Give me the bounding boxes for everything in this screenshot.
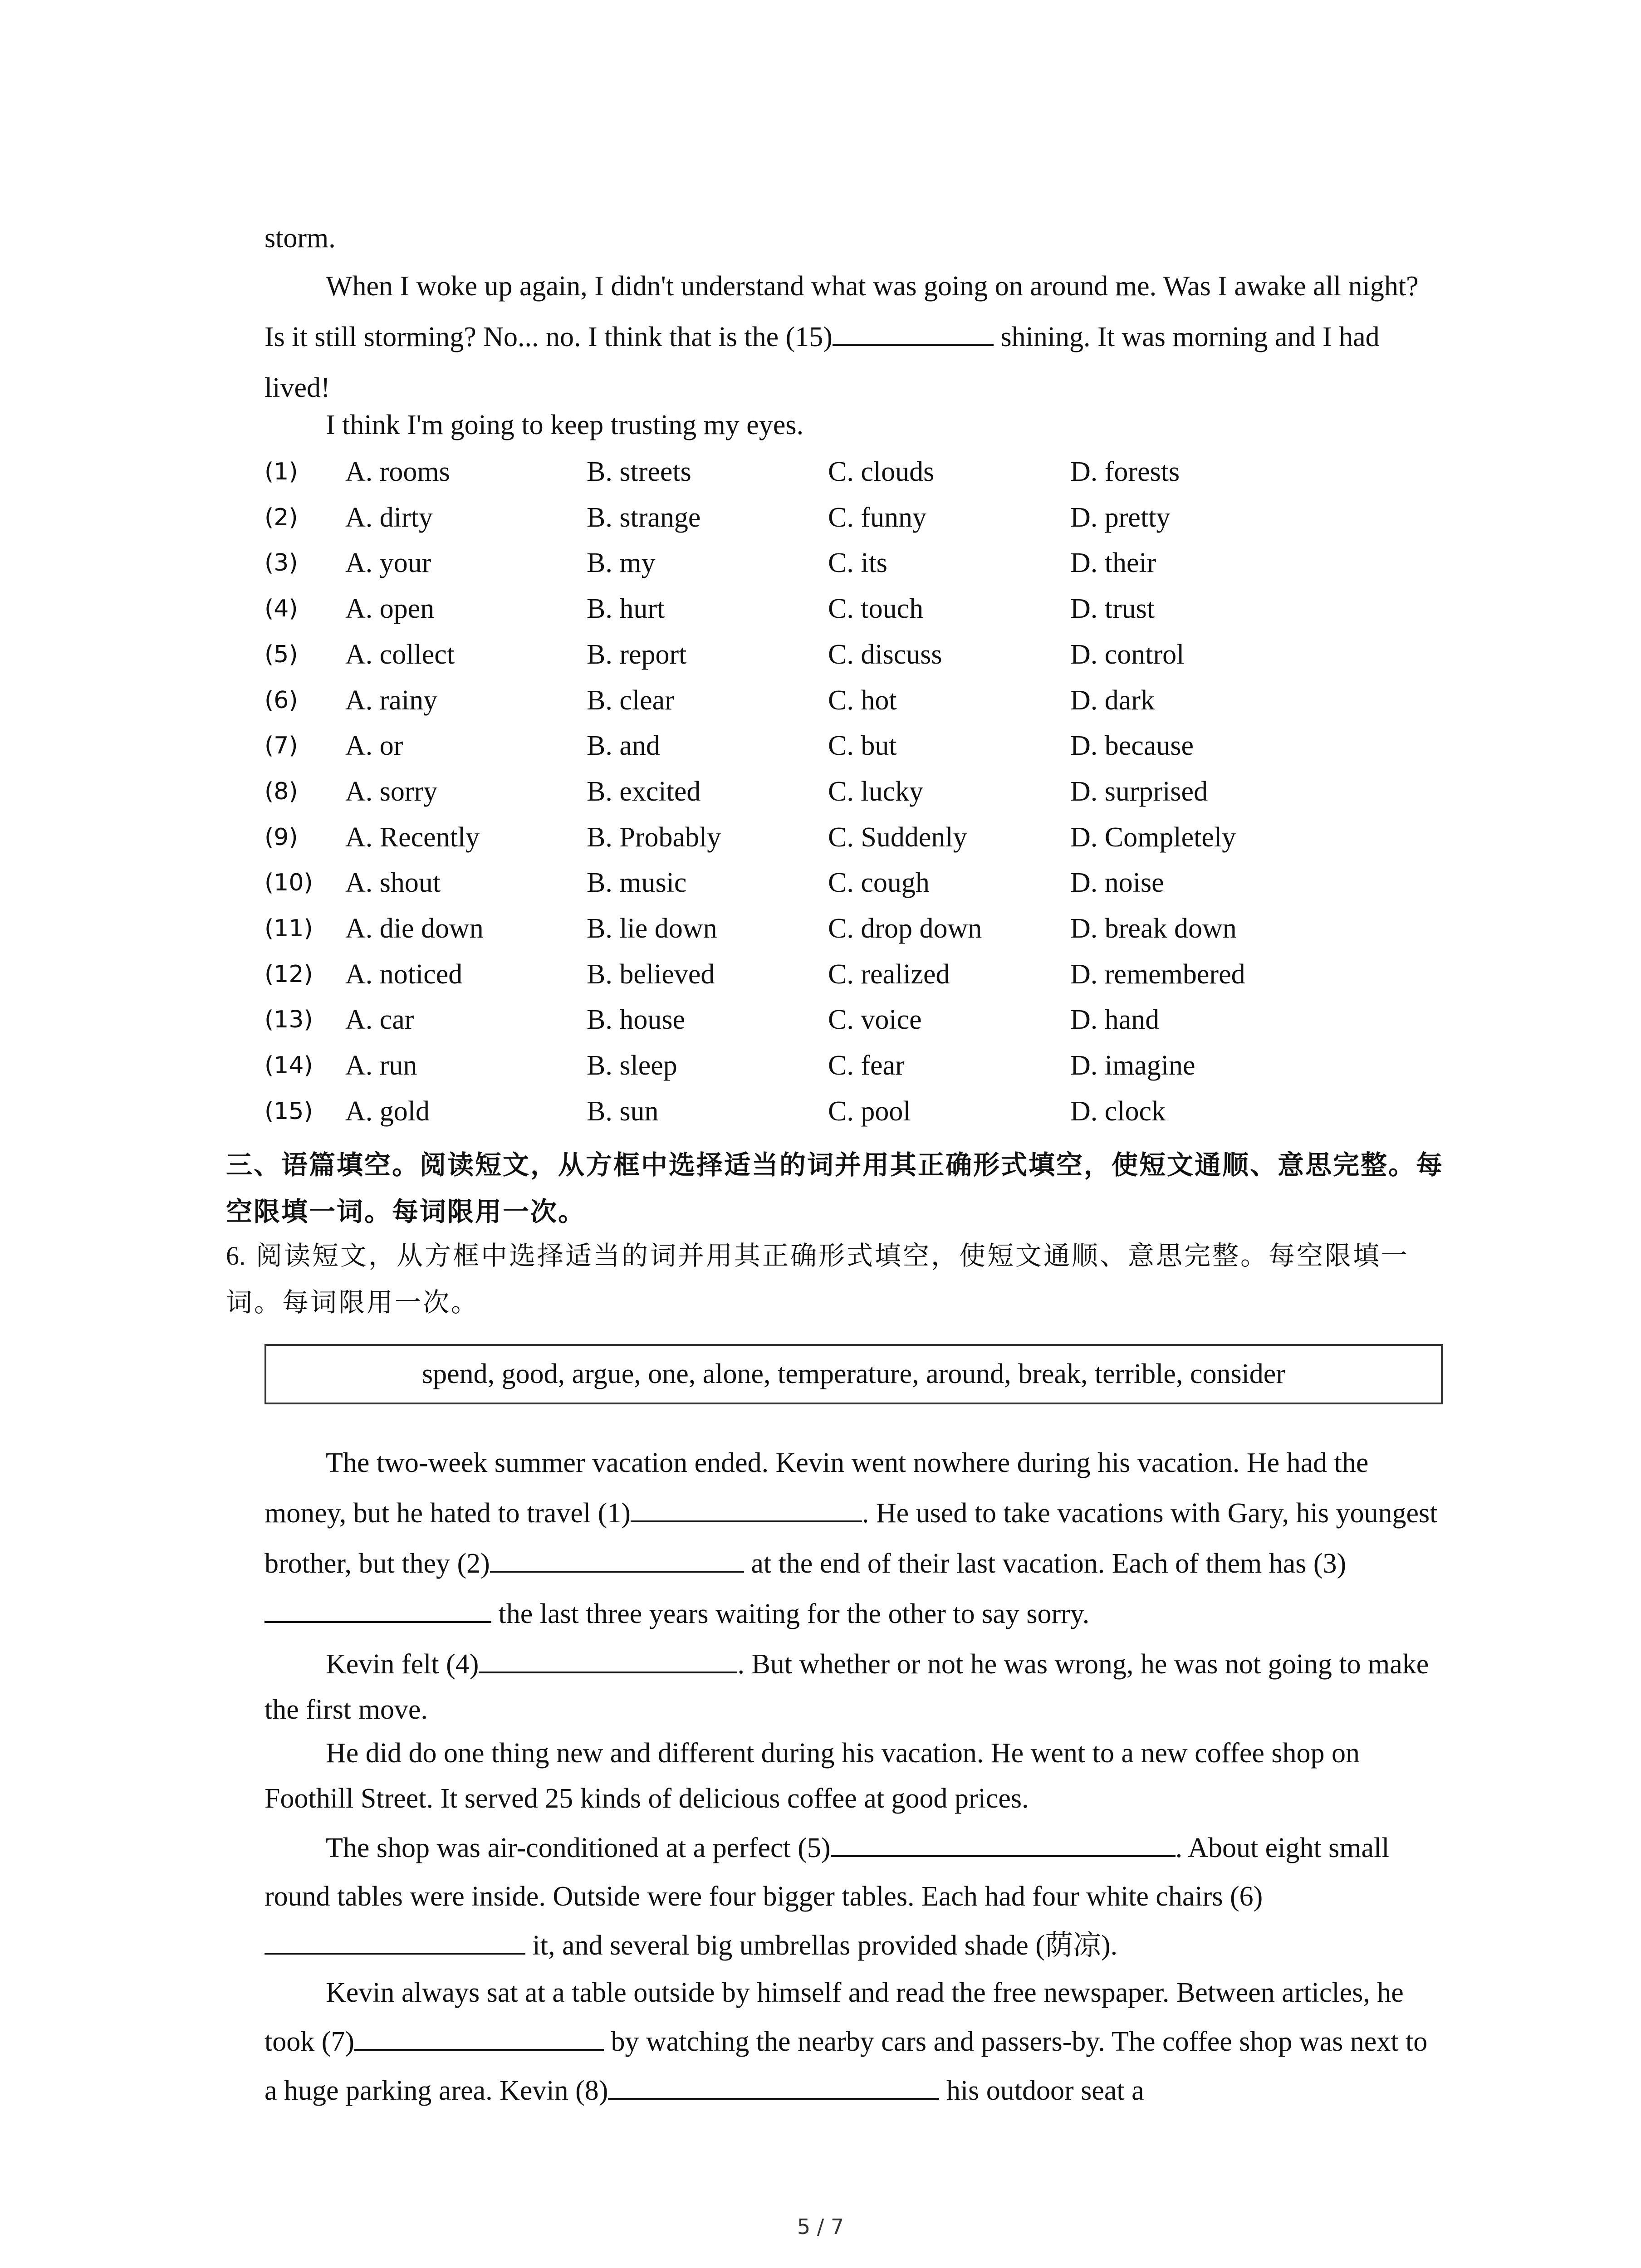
option-b[interactable]: B. report (587, 639, 687, 670)
option-d[interactable]: D. noise (1070, 867, 1164, 898)
option-d[interactable]: D. forests (1070, 456, 1180, 487)
section-heading: 三、语篇填空。阅读短文，从方框中选择适当的词并用其正确形式填空，使短文通顺、意思完整。每空限填一词。每词限用一次。 (226, 1149, 1444, 1227)
option-a[interactable]: A. rooms (345, 456, 450, 487)
page-number: 5 / 7 (797, 2214, 844, 2239)
option-d[interactable]: D. break down (1070, 913, 1237, 944)
option-b[interactable]: B. sleep (587, 1050, 677, 1081)
option-b[interactable]: B. clear (587, 685, 674, 716)
option-a[interactable]: A. car (345, 1004, 414, 1035)
option-c[interactable]: C. drop down (828, 913, 982, 944)
option-a[interactable]: A. shout (345, 867, 441, 898)
passage2-paragraph-5: Kevin always sat at a table outside by himself and read the free newspaper. Between articles, he took (7) by watching the nearby cars and passers-by. The coffee shop was next to a huge parking area. Kevin (8) his outdoor seat a (265, 1977, 1428, 2106)
option-a[interactable]: A. die down (345, 913, 484, 944)
option-c[interactable]: C. pool (828, 1096, 911, 1127)
question-text: 阅读短文，从方框中选择适当的词并用其正确形式填空，使短文通顺、意思完整。每空限填一词。每词限用一次。 (226, 1240, 1409, 1318)
option-b[interactable]: B. my (587, 547, 656, 578)
option-row (265, 723, 1444, 768)
option-a[interactable]: A. noticed (345, 959, 463, 990)
option-a[interactable]: A. dirty (345, 502, 433, 533)
option-c[interactable]: C. touch (828, 593, 924, 624)
option-a[interactable]: A. run (345, 1050, 417, 1081)
option-number: (11) (265, 915, 313, 942)
passage-paragraph-trusting: I think I'm going to keep trusting my eyes. (326, 410, 803, 440)
word-bank-box: spend, good, argue, one, alone, temperature, around, break, terrible, consider (265, 1344, 1443, 1404)
option-c[interactable]: C. but (828, 730, 897, 761)
passage2-paragraph-3: He did do one thing new and different during his vacation. He went to a new coffee shop on Foothill Street. It served 25 kinds of delicious coffee at good prices. (265, 1738, 1360, 1814)
option-number: (3) (265, 549, 298, 577)
option-row (265, 495, 1444, 540)
answer-blank-7[interactable] (354, 2017, 604, 2051)
option-c[interactable]: C. hot (828, 685, 897, 716)
option-c[interactable]: C. Suddenly (828, 822, 967, 853)
option-c[interactable]: C. its (828, 547, 887, 578)
option-b[interactable]: B. music (587, 867, 687, 898)
option-d[interactable]: D. hand (1070, 1004, 1160, 1035)
option-b[interactable]: B. Probably (587, 822, 721, 853)
option-d[interactable]: D. their (1070, 547, 1156, 578)
option-number: (15) (265, 1098, 313, 1125)
answer-blank-4[interactable] (479, 1640, 737, 1673)
option-b[interactable]: B. strange (587, 502, 701, 533)
answer-blank-8[interactable] (608, 2066, 939, 2100)
option-c[interactable]: C. fear (828, 1050, 905, 1081)
option-row (265, 632, 1444, 677)
option-d[interactable]: D. because (1070, 730, 1194, 761)
option-row (265, 815, 1444, 860)
option-row (265, 997, 1444, 1042)
option-number: (9) (265, 824, 298, 851)
option-a[interactable]: A. sorry (345, 776, 438, 807)
option-row (265, 769, 1444, 814)
option-b[interactable]: B. believed (587, 959, 715, 990)
option-number: (1) (265, 458, 298, 485)
question-number: 6. (226, 1241, 246, 1271)
option-a[interactable]: A. or (345, 730, 403, 761)
option-c[interactable]: C. clouds (828, 456, 935, 487)
option-a[interactable]: A. open (345, 593, 435, 624)
option-number: (10) (265, 869, 313, 896)
option-d[interactable]: D. remembered (1070, 959, 1245, 990)
option-row (265, 906, 1444, 951)
option-row (265, 586, 1444, 631)
option-b[interactable]: B. hurt (587, 593, 665, 624)
option-row (265, 449, 1444, 494)
option-d[interactable]: D. Completely (1070, 822, 1236, 853)
option-c[interactable]: C. realized (828, 959, 950, 990)
option-number: (4) (265, 595, 298, 622)
option-number: (6) (265, 687, 298, 714)
option-row (265, 860, 1444, 905)
passage2-paragraph-4: The shop was air-conditioned at a perfect (5) . About eight small round tables were inside. Outside were four bigger tables. Each had four white chairs (6) it, and several big umbrellas provided shade (荫凉). (265, 1823, 1442, 1970)
option-d[interactable]: D. pretty (1070, 502, 1171, 533)
passage2-paragraph-1: The two-week summer vacation ended. Kevin went nowhere during his vacation. He had the money, but he hated to travel (1) . He used to take vacations with Gary, his youngest brother, but they (2) at the end of their last vacation. Each of them has (3) the last three years waiting for the other to say sorry. (265, 1447, 1438, 1629)
option-number: (12) (265, 961, 313, 988)
answer-blank-1[interactable] (631, 1489, 862, 1522)
option-b[interactable]: B. sun (587, 1096, 659, 1127)
option-d[interactable]: D. clock (1070, 1096, 1166, 1127)
answer-blank-2[interactable] (490, 1539, 744, 1573)
answer-blank-5[interactable] (831, 1823, 1176, 1857)
option-d[interactable]: D. imagine (1070, 1050, 1195, 1081)
option-d[interactable]: D. control (1070, 639, 1185, 670)
passage2-paragraph-2: Kevin felt (4) . But whether or not he was wrong, he was not going to make the first move. (265, 1640, 1442, 1732)
option-b[interactable]: B. excited (587, 776, 701, 807)
option-d[interactable]: D. surprised (1070, 776, 1208, 807)
option-d[interactable]: D. trust (1070, 593, 1155, 624)
option-b[interactable]: B. house (587, 1004, 685, 1035)
option-row (265, 952, 1444, 997)
option-b[interactable]: B. lie down (587, 913, 717, 944)
option-c[interactable]: C. funny (828, 502, 926, 533)
answer-blank-15[interactable] (833, 313, 994, 346)
option-number: (13) (265, 1006, 313, 1033)
answer-blank-6[interactable] (265, 1921, 525, 1955)
option-row (265, 678, 1444, 723)
option-b[interactable]: B. streets (587, 456, 691, 487)
option-row (265, 1089, 1444, 1134)
option-c[interactable]: C. lucky (828, 776, 924, 807)
option-a[interactable]: A. your (345, 547, 431, 578)
option-a[interactable]: A. rainy (345, 685, 438, 716)
option-a[interactable]: A. collect (345, 639, 455, 670)
option-row (265, 1043, 1444, 1088)
question-6-instruction (226, 1232, 1451, 1326)
answer-blank-3[interactable] (265, 1589, 491, 1623)
option-a[interactable]: A. Recently (345, 822, 480, 853)
option-number: (7) (265, 732, 298, 759)
option-b[interactable]: B. and (587, 730, 660, 761)
option-c[interactable]: C. discuss (828, 639, 942, 670)
option-number: (8) (265, 778, 298, 805)
passage-line-storm: storm. (265, 223, 336, 254)
option-row (265, 540, 1444, 586)
passage-paragraph-woke-up: When I woke up again, I didn't understand what was going on around me. Was I awake all night? Is it still storming? No... no. I think that is the (15) shining. It was morning and I had lived! (265, 271, 1419, 403)
option-number: (14) (265, 1052, 313, 1079)
option-d[interactable]: D. dark (1070, 685, 1155, 716)
option-c[interactable]: C. voice (828, 1004, 922, 1035)
option-number: (2) (265, 504, 298, 531)
option-number: (5) (265, 641, 298, 668)
option-a[interactable]: A. gold (345, 1096, 430, 1127)
option-c[interactable]: C. cough (828, 867, 930, 898)
